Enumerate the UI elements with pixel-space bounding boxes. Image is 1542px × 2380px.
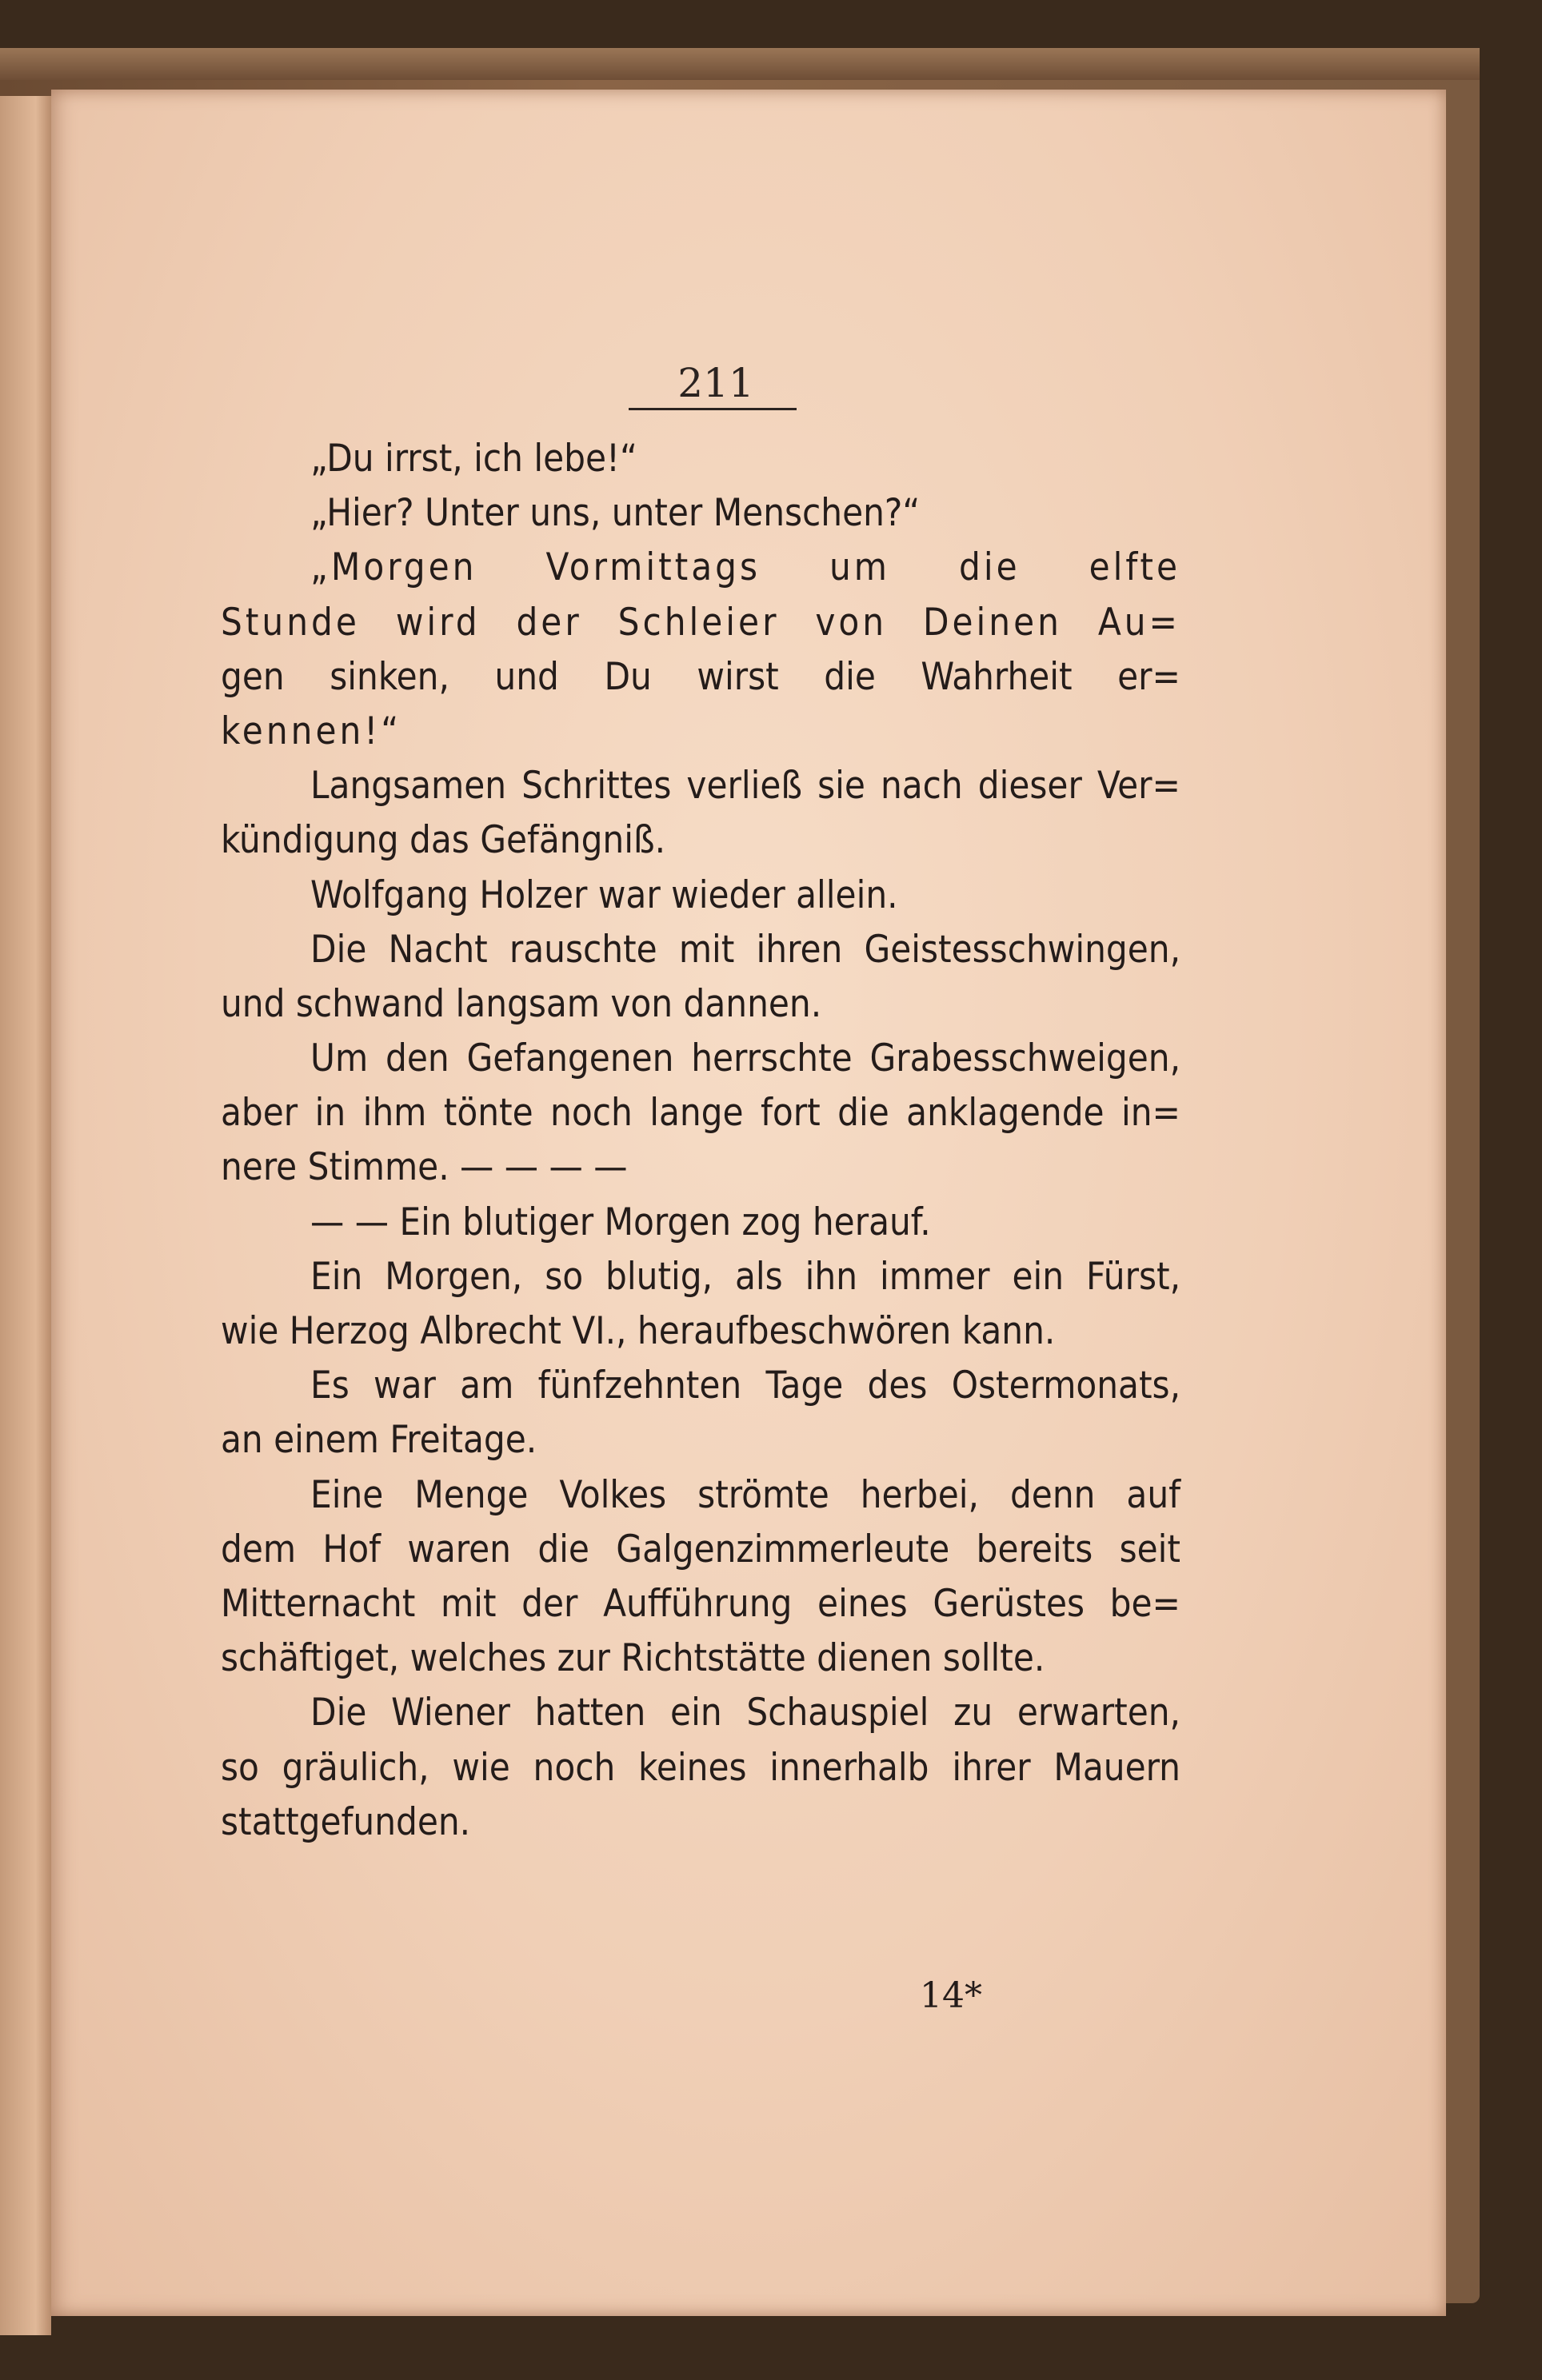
text-line: stattgefunden. [221, 1799, 471, 1844]
text-line: dem Hof waren die Galgenzimmerleute bereits seit [221, 1527, 1180, 1571]
text-line: Langsamen Schrittes verließ sie nach dieser Ver= [310, 764, 1180, 809]
text-line: Eine Menge Volkes strömte herbei, denn auf [310, 1472, 1180, 1517]
text-line: kennen!“ [221, 709, 402, 753]
page-number: 211 [677, 360, 754, 406]
text-line: Ein Morgen, so blutig, als ihn immer ein Fürst, [310, 1254, 1180, 1299]
text-line: „Du irrst, ich lebe!“ [310, 437, 637, 481]
page-number-rule [629, 408, 797, 410]
text-line: Die Nacht rauschte mit ihren Geistesschwingen, [310, 927, 1180, 972]
text-line: an einem Freitage. [221, 1418, 537, 1463]
text-line: so gräulich, wie noch keines innerhalb ihrer Mauern [221, 1745, 1180, 1790]
text-line: gen sinken, und Du wirst die Wahrheit er= [221, 654, 1180, 699]
facing-page-edge [0, 96, 51, 2335]
signature-mark: 14* [920, 1975, 982, 2016]
text-line: — — Ein blutiger Morgen zog herauf. [310, 1200, 931, 1244]
text-line: Mitternacht mit der Aufführung eines Gerüstes be= [221, 1581, 1180, 1626]
text-line: aber in ihm tönte noch lange fort die anklagende in= [221, 1091, 1180, 1136]
text-line: Es war am fünfzehnten Tage des Ostermonats, [310, 1364, 1180, 1408]
text-line: und schwand langsam von dannen. [221, 981, 822, 1026]
text-line: „Hier? Unter uns, unter Menschen?“ [310, 491, 921, 536]
text-line: „Morgen Vormittags um die elfte [310, 545, 1180, 590]
text-line: Wolfgang Holzer war wieder allein. [310, 873, 898, 917]
book-cover-edge [0, 48, 1480, 80]
text-line: wie Herzog Albrecht VI., heraufbeschwören kann. [221, 1309, 1056, 1353]
text-line: nere Stimme. — — — — [221, 1145, 628, 1190]
body-text [221, 432, 1180, 1850]
text-line: Die Wiener hatten ein Schauspiel zu erwarten, [310, 1691, 1180, 1735]
text-line: Um den Gefangenen herrschte Grabesschweigen, [310, 1036, 1180, 1081]
text-line: schäftiget, welches zur Richtstätte dienen sollte. [221, 1636, 1045, 1681]
text-line: Stunde wird der Schleier von Deinen Au= [221, 600, 1180, 645]
text-line: kündigung das Gefängniß. [221, 818, 666, 863]
